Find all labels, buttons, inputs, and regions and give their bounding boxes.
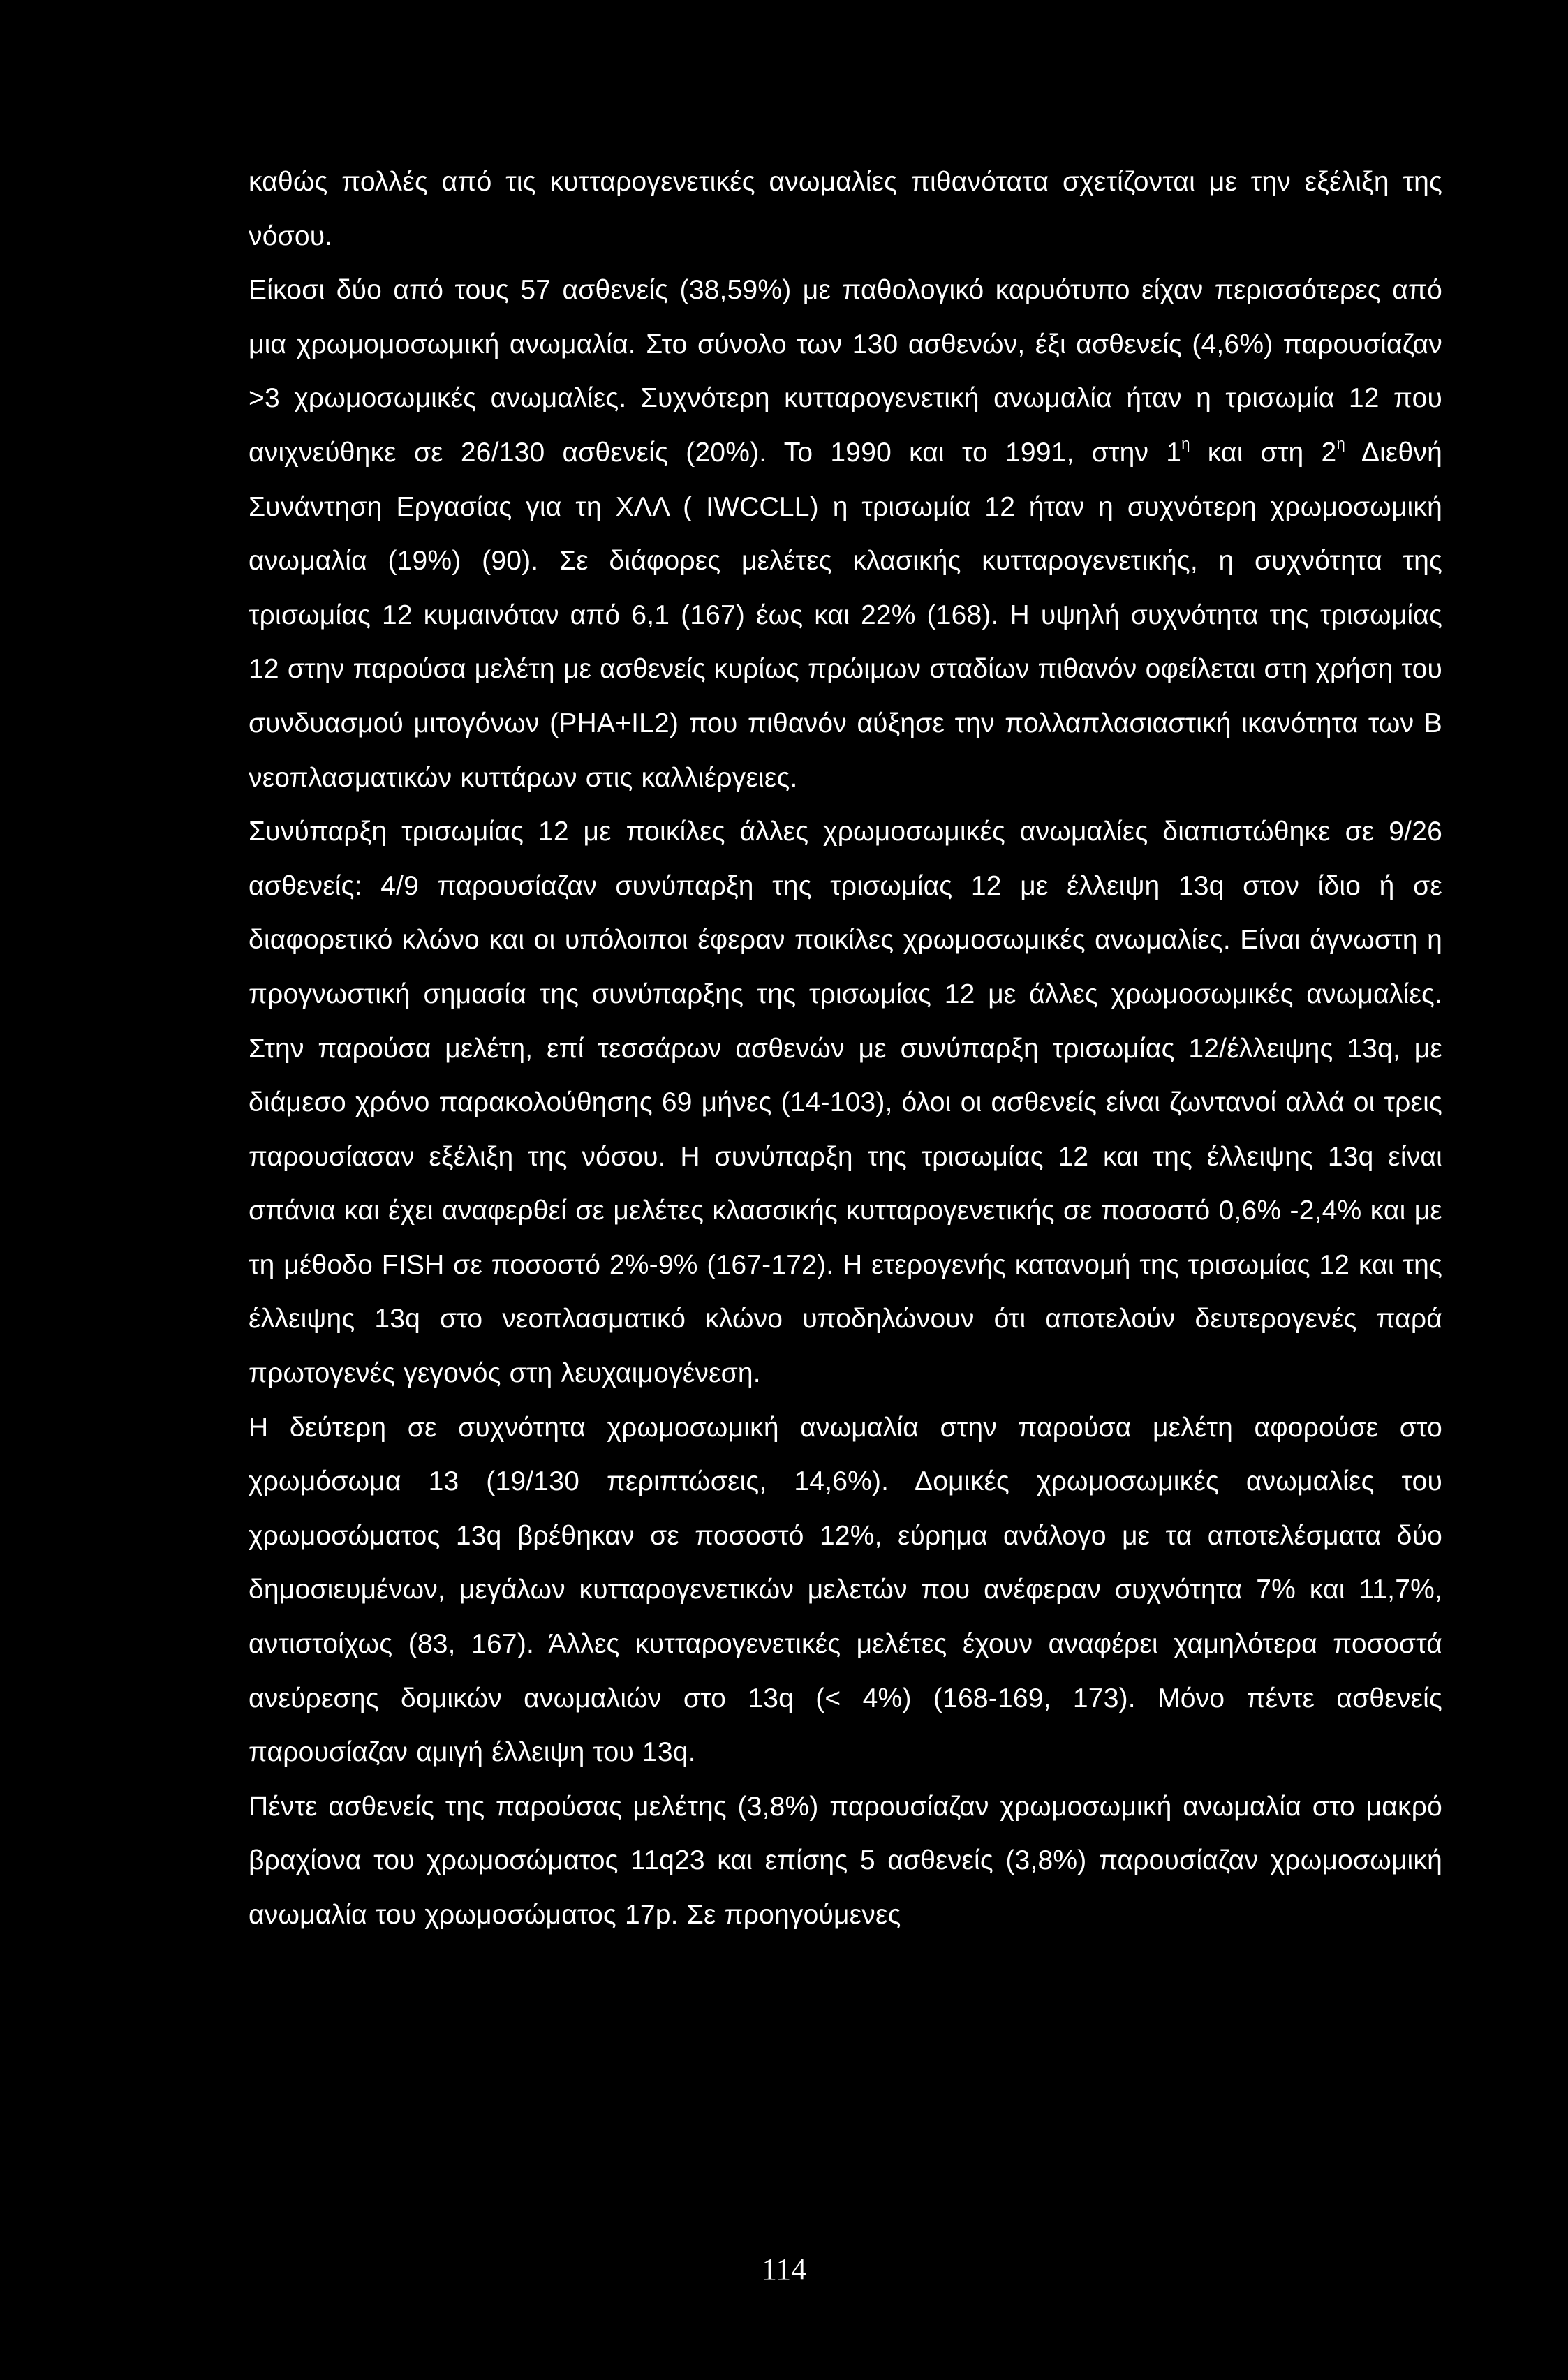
text-run: και στη 2: [1190, 437, 1337, 468]
page-number: 114: [761, 2252, 807, 2286]
paragraph-1: [249, 155, 1442, 263]
text-run: Η δεύτερη σε συχνότητα χρωμοσωμική ανωμαλία στην παρούσα μελέτη αφορούσε στο χρωμόσωμα 13 (19/130 περιπτώσεις, 14,6%). Δομικές χρωμοσωμικές ανωμαλίες του χρωμοσώματος 13q βρέθηκαν σε ποσοστό 12%, εύρημα ανάλογο με τα αποτελέσματα δύο δημοσιευμένων, μεγάλων κυτταρογενετικών μελετών που ανέφεραν συχνότητα 7% και 11,7%, αντιστοίχως (83, 167). Άλλες κυτταρογενετικές μελέτες έχουν αναφέρει χαμηλότερα ποσοστά ανεύρεσης δομικών ανωμαλιών στο 13q (< 4%) (168-169, 173). Μόνο πέντε ασθενείς παρουσίαζαν αμιγή έλλειψη του 13q.: [249, 1412, 1442, 1768]
paragraph-3: [249, 805, 1442, 1401]
paragraph-5: [249, 1780, 1442, 1942]
ordinal-superscript: η: [1336, 434, 1345, 452]
paragraph-4: [249, 1401, 1442, 1780]
body-text: [249, 155, 1442, 1942]
text-run: Είκοσι δύο από τους 57 ασθενείς (38,59%) με παθολογικό καρυότυπο είχαν περισσότερες από μια χρωμομοσωμική ανωμαλία. Στο σύνολο των 130 ασθενών, έξι ασθενείς (4,6%) παρουσίαζαν >3 χρωμοσωμικές ανωμαλίες. Συχνότερη κυτταρογενετική ανωμαλία ήταν η τρισωμία 12 που ανιχνεύθηκε σε 26/130 ασθενείς (20%). Το 1990 και το 1991, στην 1: [249, 275, 1442, 468]
text-run: Συνύπαρξη τρισωμίας 12 με ποικίλες άλλες χρωμοσωμικές ανωμαλίες διαπιστώθηκε σε 9/26 ασθενείς: 4/9 παρουσίαζαν συνύπαρξη της τρισωμίας 12 με έλλειψη 13q στον ίδιο ή σε διαφορετικό κλώνο και οι υπόλοιποι έφεραν ποικίλες χρωμοσωμικές ανωμαλίες. Είναι άγνωστη η προγνωστική σημασία της συνύπαρξης της τρισωμίας 12 με άλλες χρωμοσωμικές ανωμαλίες. Στην παρούσα μελέτη, επί τεσσάρων ασθενών με συνύπαρξη τρισωμίας 12/έλλειψης 13q, με διάμεσο χρόνο παρακολούθησης 69 μήνες (14-103), όλοι οι ασθενείς είναι ζωντανοί αλλά οι τρεις παρουσίασαν εξέλιξη της νόσου. Η συνύπαρξη της τρισωμίας 12 και της έλλειψης 13q είναι σπάνια και έχει αναφερθεί σε μελέτες κλασσικής κυτταρογενετικής σε ποσοστό 0,6% -2,4% και με τη μέθοδο FISH σε ποσοστό 2%-9% (167-172). Η ετερογενής κατανομή της τρισωμίας 12 και της έλλειψης 13q στο νεοπλασματικό κλώνο υποδηλώνουν ότι αποτελούν δευτερογενές παρά πρωτογενές γεγονός στη λευχαιμογένεση.: [249, 817, 1442, 1389]
text-run: Πέντε ασθενείς της παρούσας μελέτης (3,8%) παρουσίαζαν χρωμοσωμική ανωμαλία στο μακρό βραχίονα του χρωμοσώματος 11q23 και επίσης 5 ασθενείς (3,8%) παρουσίαζαν χρωμοσωμική ανωμαλία του χρωμοσώματος 17p. Σε προηγούμενες: [249, 1791, 1442, 1930]
text-run: καθώς πολλές από τις κυτταρογενετικές ανωμαλίες πιθανότατα σχετίζονται με την εξέλιξη της νόσου.: [249, 167, 1442, 251]
paragraph-2: [249, 263, 1442, 805]
text-run: Διεθνή Συνάντηση Εργασίας για τη ΧΛΛ ( IWCCLL) η τρισωμία 12 ήταν η συχνότερη χρωμοσωμική ανωμαλία (19%) (90). Σε διάφορες μελέτες κλασικής κυτταρογενετικής, η συχνότητα της τρισωμίας 12 κυμαινόταν από 6,1 (167) έως και 22% (168). Η υψηλή συχνότητα της τρισωμίας 12 στην παρούσα μελέτη με ασθενείς κυρίως πρώιμων σταδίων πιθανόν οφείλεται στη χρήση του συνδυασμού μιτογόνων (PHA+IL2) που πιθανόν αύξησε την πολλαπλασιαστική ικανότητα των Β νεοπλασματικών κυττάρων στις καλλιέργειες.: [249, 437, 1443, 793]
ordinal-superscript: η: [1181, 434, 1190, 452]
